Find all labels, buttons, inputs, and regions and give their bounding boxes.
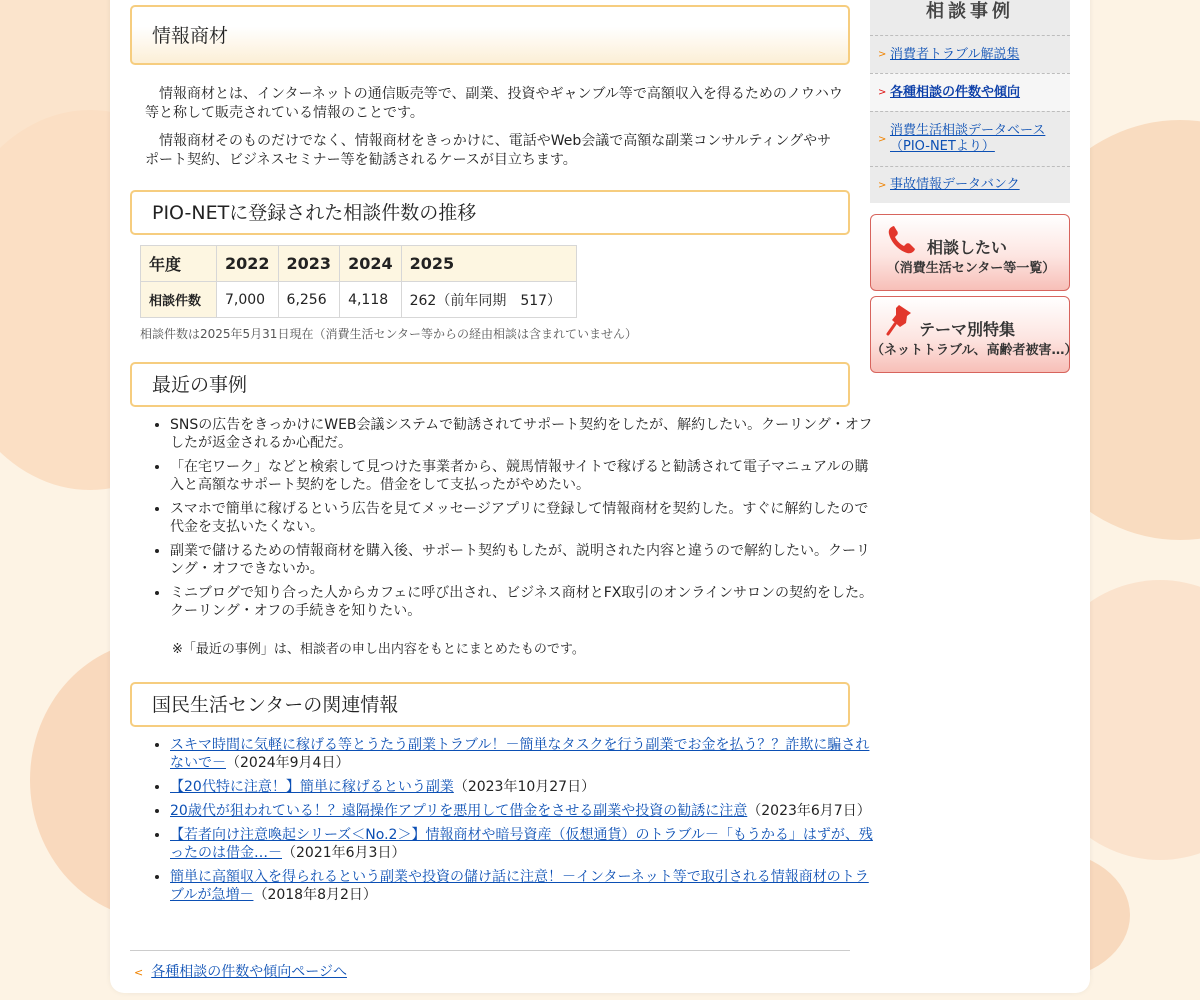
year-cell: 2023 [278, 246, 340, 282]
count-cell: 262（前年同期 517） [401, 282, 576, 318]
related-link[interactable]: 【若者向け注意喚起シリーズ＜No.2＞】情報商材や暗号資産（仮想通貨）のトラブル－「もうかる」はずが、残ったのは借金…－ [170, 827, 873, 861]
table-row [141, 246, 577, 282]
cases-list [130, 416, 880, 626]
sidebar-link[interactable]: 各種相談の件数や傾向 [890, 84, 1021, 100]
year-cell: 2024 [340, 246, 402, 282]
list-item [170, 826, 880, 862]
section-title-cases: 最近の事例 [130, 362, 850, 407]
sidebar-link[interactable]: 消費者トラブル解説集 [890, 46, 1020, 62]
section-title-info: 情報商材 [130, 5, 850, 65]
theme-feature-button[interactable] [870, 296, 1078, 373]
table-header-cell: 年度 [141, 246, 217, 282]
info-description [145, 85, 845, 170]
section-title-related: 国民生活センターの関連情報 [130, 682, 850, 727]
consult-button-subtitle: （消費生活センター等一覧） [886, 261, 1056, 276]
list-item: • スマホで簡単に稼げるという広告を見てメッセージアプリに登録して情報商材を契約した。すぐに解約したので代金を支払いたくない。 [170, 500, 880, 536]
list-item [170, 778, 880, 796]
info-paragraph: 情報商材とは、インターネットの通信販売等で、副業、投資やギャンブル等で高額収入を得るためのノウハウ等と称して販売されている情報のことです。 [145, 86, 843, 121]
theme-button-subtitle: （ネットトラブル、高齢者被害…） [871, 343, 1078, 358]
link-date: （2023年10月27日） [453, 779, 596, 795]
sidebar-item-trouble-guide[interactable] [870, 35, 1070, 73]
list-item [170, 868, 880, 904]
divider [130, 950, 850, 951]
back-link-row [134, 961, 347, 981]
back-link[interactable]: 各種相談の件数や傾向ページへ [151, 964, 347, 980]
consult-button-title: 相談したい [927, 238, 1008, 257]
sidebar [870, 0, 1078, 358]
link-date: （2023年6月7日） [747, 803, 871, 819]
sidebar-item-accident-databank[interactable] [870, 166, 1070, 203]
stats-table [140, 245, 577, 318]
list-item: • ミニブログで知り合った人からカフェに呼び出され、ビジネス商材とFX取引のオンラインサロンの契約をした。クーリング・オフの手続きを知りたい。 [170, 584, 880, 620]
list-item: • SNSの広告をきっかけにWEB会議システムで勧誘されてサポート契約をしたが、解約したい。クーリング・オフしたが返金されるか心配だ。 [170, 416, 880, 452]
year-cell: 2022 [217, 246, 279, 282]
consult-button[interactable] [870, 214, 1070, 291]
count-cell: 7,000 [217, 282, 279, 318]
info-paragraph: 情報商材そのものだけでなく、情報商材をきっかけに、電話やWeb会議で高額な副業コンサルティングやサポート契約、ビジネスセミナー等を勧誘されるケースが目立ちます。 [145, 133, 832, 168]
cases-footnote: ※「最近の事例」は、相談者の申し出内容をもとにまとめたものです。 [172, 642, 585, 657]
table-row [141, 282, 577, 318]
related-link[interactable]: 20歳代が狙われている！？遠隔操作アプリを悪用して借金をさせる副業や投資の勧誘に注意 [170, 803, 748, 819]
count-cell: 4,118 [340, 282, 402, 318]
related-links-list [130, 736, 880, 910]
stats-note: 相談件数は2025年5月31日現在（消費生活センター等からの経由相談は含まれていません） [140, 327, 637, 341]
list-item: • 「在宅ワーク」などと検索して見つけた事業者から、競馬情報サイトで稼げると勧誘されて電子マニュアルの購入と高額なサポート契約をした。借金をして支払ったがやめたい。 [170, 458, 880, 494]
pushpin-icon [885, 303, 915, 337]
link-date: （2021年6月3日） [282, 845, 406, 861]
sidebar-link[interactable]: 事故情報データバンク [890, 177, 1020, 192]
link-date: （2024年9月4日） [226, 755, 350, 771]
sidebar-link[interactable]: 消費生活相談データベース（PIO-NETより） [890, 123, 1046, 154]
sidebar-item-consultation-trends[interactable] [870, 73, 1070, 111]
page-container [110, 0, 1090, 993]
theme-button-title: テーマ別特集 [919, 320, 1016, 339]
list-item [170, 736, 880, 772]
chevron-right-icon: > [878, 49, 887, 60]
link-date: （2018年8月2日） [253, 887, 377, 903]
section-title-stats: PIO-NETに登録された相談件数の推移 [130, 190, 850, 235]
table-header-cell: 相談件数 [141, 282, 217, 318]
related-link[interactable]: 簡単に高額収入を得られるという副業や投資の儲け話に注意！－インターネット等で取引される情報商材のトラブルが急増－ [170, 869, 869, 903]
phone-icon [885, 223, 919, 257]
list-item [170, 802, 880, 820]
related-link[interactable]: 【20代特に注意！】簡単に稼げるという副業 [170, 779, 454, 795]
sidebar-item-pio-net-database[interactable] [870, 111, 1070, 166]
chevron-right-icon: > [878, 87, 887, 98]
chevron-left-icon: < [134, 966, 144, 979]
chevron-right-icon: > [878, 179, 887, 191]
related-link[interactable]: スキマ時間に気軽に稼げる等とうたう副業トラブル！－簡単なタスクを行う副業でお金を払う？？詐欺に騙されないで－ [170, 737, 870, 771]
list-item: • 副業で儲けるための情報商材を購入後、サポート契約もしたが、説明された内容と違うので解約したい。クーリング・オフできないか。 [170, 542, 880, 578]
count-cell: 6,256 [278, 282, 340, 318]
year-cell: 2025 [401, 246, 576, 282]
sidebar-title: 相談事例 [870, 0, 1070, 35]
chevron-right-icon: > [878, 133, 887, 145]
